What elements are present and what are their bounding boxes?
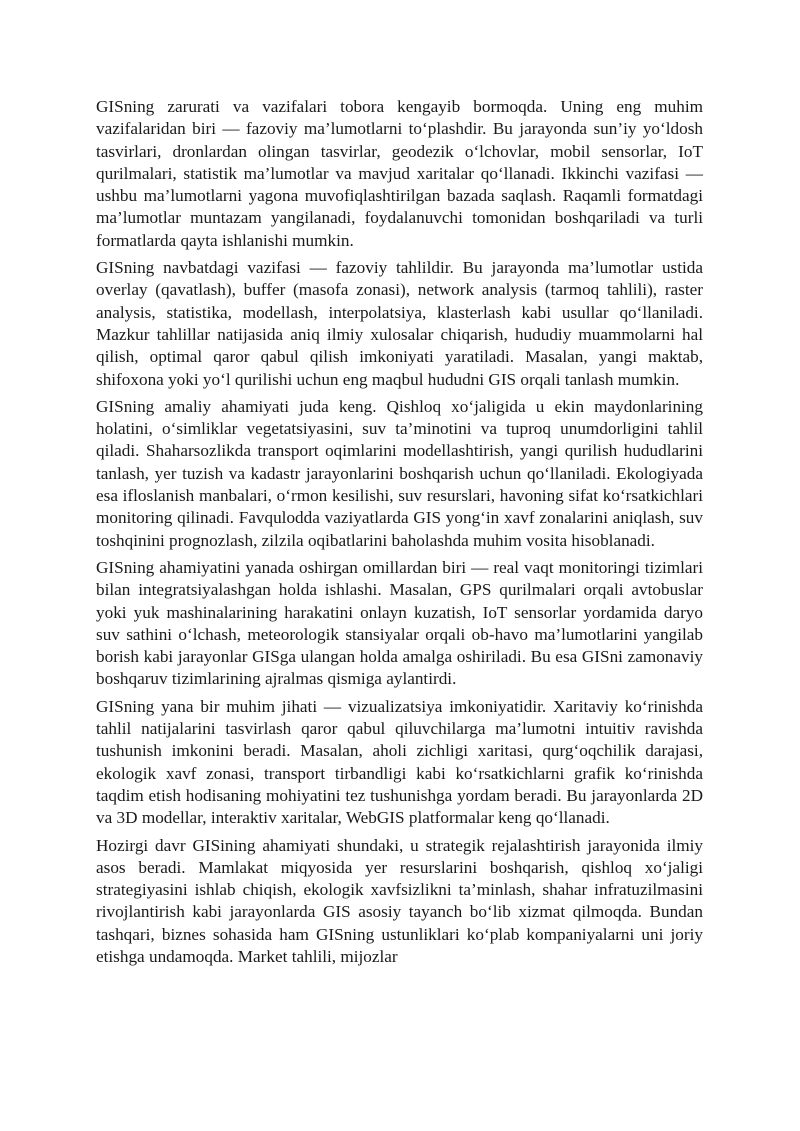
paragraph-6: Hozirgi davr GISining ahamiyati shundaki, u strategik rejalashtirish jarayonida ilmiy asos beradi. Mamlakat miqyosida yer resurslarini boshqarish, qishloq xo‘jaligi strategiyasini ishlab chiqish, ekologik xavfsizlikni ta’minlash, shahar infratuzilmasini rivojlantirish kabi jarayonlarda GIS asosiy tayanch bo‘lib xizmat qilmoqda. Bundan tashqari, biznes sohasida ham GISning ustunliklari ko‘plab kompaniyalarni uni joriy etishga undamoqda. Market tahlili, mijozlar <box>96 835 703 966</box>
paragraph-5: GISning yana bir muhim jihati — vizualizatsiya imkoniyatidir. Xaritaviy ko‘rinishda tahlil natijalarini tasvirlash qaror qabul qiluvchilarga ma’lumotni intuitiv ravishda tushunish imkonini beradi. Masalan, aholi zichligi xaritasi, qurg‘oqchilik darajasi, ekologik xavf zonasi, transport tirbandligi kabi ko‘rsatkichlarni grafik ko‘rinishda taqdim etish hodisaning mohiyatini tez tushunishga yordam beradi. Bu jarayonlarda 2D va 3D modellar, interaktiv xaritalar, WebGIS platformalar keng qo‘llanadi. <box>96 696 703 828</box>
paragraph-1: GISning zarurati va vazifalari tobora kengayib bormoqda. Uning eng muhim vazifalaridan biri — fazoviy ma’lumotlarni to‘plashdir. Bu jarayonda sun’iy yo‘ldosh tasvirlari, dronlardan olingan tasvirlar, geodezik o‘lchovlar, mobil sensorlar, IoT qurilmalari, statistik ma’lumotlar va mavjud xaritalar qo‘llanadi. Ikkinchi vazifasi — ushbu ma’lumotlarni yagona muvofiqlashtirilgan bazada saqlash. Raqamli formatdagi ma’lumotlar muntazam yangilanadi, foydalanuvchi tomonidan boshqariladi va turli formatlarda qayta ishlanishi mumkin. <box>96 97 703 250</box>
paragraph-2: GISning navbatdagi vazifasi — fazoviy tahlildir. Bu jarayonda ma’lumotlar ustida overlay (qavatlash), buffer (masofa zonasi), network analysis (tarmoq tahlili), raster analysis, statistika, modellash, interpolatsiya, klasterlash kabi usullar qo‘llaniladi. Mazkur tahlillar natijasida aniq ilmiy xulosalar chiqarish, hududiy muammolarni hal qilish, optimal qaror qabul qilish imkoniyati yaratiladi. Masalan, yangi maktab, shifoxona yoki yo‘l qurilishi uchun eng maqbul hududni GIS orqali tanlash mumkin. <box>96 258 703 389</box>
paragraph-3: GISning amaliy ahamiyati juda keng. Qishloq xo‘jaligida u ekin maydonlarining holatini, o‘simliklar vegetatsiyasini, suv ta’minotini va tuproq unumdorligini tahlil qiladi. Shaharsozlikda transport oqimlarini modellashtirish, yangi qurilish hududlarini tanlash, yer tuzish va kadastr jarayonlarini boshqarish uchun qo‘llaniladi. Ekologiyada esa ifloslanish manbalari, o‘rmon kesilishi, suv resurslari, havoning sifat ko‘rsatkichlari monitoring qilinadi. Favqulodda vaziyatlarda GIS yong‘in xavf zonalarini aniqlash, suv toshqinini prognozlash, zilzila oqibatlarini baholashda muhim vosita hisoblanadi. <box>96 396 703 550</box>
document-page <box>96 96 703 973</box>
paragraph-4: GISning ahamiyatini yanada oshirgan omillardan biri — real vaqt monitoringi tizimlari bilan integratsiyalashgan holda ishlashi. Masalan, GPS qurilmalari orqali avtobuslar yoki yuk mashinalarining harakatini onlayn kuzatish, IoT sensorlar yordamida daryo suv sathini o‘lchash, meteorologik stansiyalar orqali ob-havo ma’lumotlarini yangilab borish kabi jarayonlar GISga ulangan holda amalga oshiriladi. Bu esa GISni zamonaviy boshqaruv tizimlarining ajralmas qismiga aylantirdi. <box>96 557 703 689</box>
